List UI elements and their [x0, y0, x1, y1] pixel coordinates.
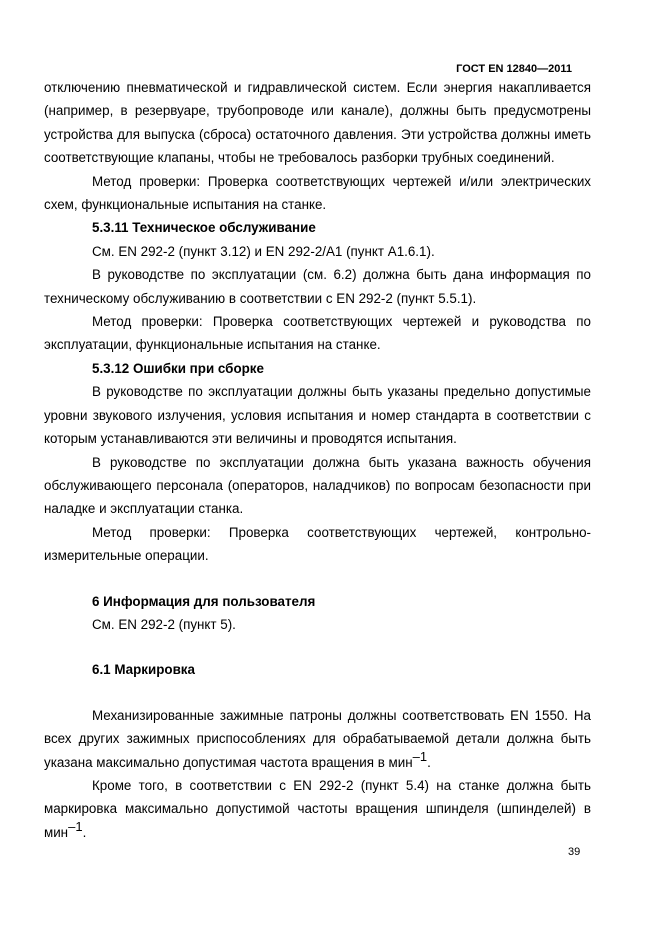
paragraph-maintenance-info: В руководстве по эксплуатации (см. 6.2) должна быть дана информация по техническому обслуживанию в соответствии с EN 292-2 (пункт 5.5.1).: [44, 267, 591, 306]
paragraph-check-method-2: Метод проверки: Проверка соответствующих чертежей и руководства по эксплуатации, функциональные испытания на станке.: [44, 314, 591, 353]
sentence-end: .: [82, 824, 87, 840]
marking-chucks-text: Механизированные зажимные патроны должны соответствовать EN 1550. На всех других зажимных приспособлениях для обрабатываемой детали должна быть указана максимально допустимая частота вращения в мин: [44, 707, 591, 770]
paragraph-marking-spindle: [44, 774, 591, 844]
standard-code-header: ГОСТ EN 12840—2011: [456, 63, 572, 75]
superscript-minus-one: –1: [68, 818, 83, 834]
sentence-end: .: [427, 754, 431, 770]
superscript-minus-one: –1: [412, 748, 428, 764]
paragraph-marking-chucks: [44, 704, 591, 774]
document-body: [44, 76, 591, 844]
heading-5-3-11: 5.3.11 Техническое обслуживание: [92, 220, 316, 236]
paragraph-check-method-1: Метод проверки: Проверка соответствующих чертежей и/или электрических схем, функциональные испытания на станке.: [44, 173, 591, 213]
paragraph-reference-1: См. EN 292-2 (пункт 3.12) и EN 292-2/A1 (пункт A1.6.1).: [92, 243, 435, 259]
paragraph-check-method-3: Метод проверки: Проверка соответствующих чертежей, контрольно-измерительные операции.: [44, 524, 591, 564]
heading-6-1: 6.1 Маркировка: [92, 662, 195, 678]
heading-5-3-12: 5.3.12 Ошибки при сборке: [92, 360, 264, 376]
paragraph-noise-levels: В руководстве по эксплуатации должны быть указаны предельно допустимые уровни звукового излучения, условия испытания и номер стандарта в соответствии с которым устанавливаются эти величины и проводятся испытания.: [44, 384, 591, 447]
heading-6: 6 Информация для пользователя: [92, 593, 316, 609]
paragraph-pressure-release: отключению пневматической и гидравлической систем. Если энергия накапливается (например, в резервуаре, трубопроводе или канале), должны быть предусмотрены устройства для выпуска (сброса) остаточного давления. Эти устройства должны иметь соответствующие клапаны, чтобы не требовалось разборки трубных соединений.: [44, 80, 591, 166]
paragraph-reference-2: См. EN 292-2 (пункт 5).: [92, 616, 236, 632]
page-number: 39: [568, 846, 581, 858]
marking-spindle-text: Кроме того, в соответствии с EN 292-2 (пункт 5.4) на станке должна быть маркировка максимально допустимой частоты вращения шпинделя (шпинделей) в мин: [44, 777, 591, 840]
paragraph-training: В руководстве по эксплуатации должна быть указана важность обучения обслуживающего персонала (операторов, наладчиков) по вопросам безопасности при наладке и эксплуатации станка.: [44, 454, 591, 517]
